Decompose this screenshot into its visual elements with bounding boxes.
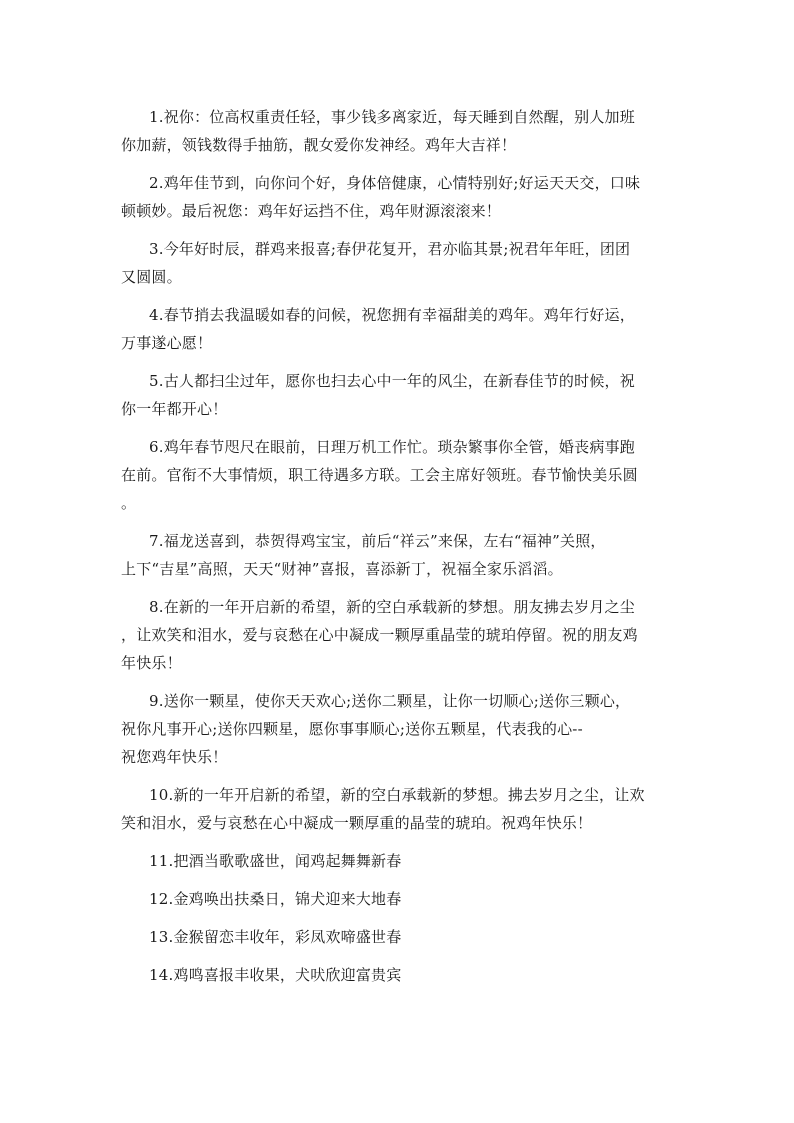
paragraph-9 <box>121 687 661 771</box>
paragraph-line: 8.在新的一年开启新的希望，新的空白承载新的梦想。朋友拂去岁月之尘 <box>149 598 635 616</box>
paragraph-line: 3.今年好时辰，群鸡来报喜;春伊花复开，君亦临其景;祝君年年旺，团团 <box>149 240 631 258</box>
paragraph-12 <box>121 885 661 913</box>
paragraph-line: 14.鸡鸣喜报丰收果，犬吠欣迎富贵宾 <box>149 966 402 984</box>
paragraph-line: 2.鸡年佳节到，向你问个好，身体倍健康，心情特别好;好运天天交，口味 <box>149 174 641 192</box>
document-body <box>121 103 661 999</box>
paragraph-3 <box>121 235 661 291</box>
paragraph-10 <box>121 781 661 837</box>
paragraph-line: 13.金猴留恋丰收年，彩凤欢啼盛世春 <box>149 928 402 946</box>
paragraph-line: 祝您鸡年快乐！ <box>121 748 228 766</box>
paragraph-8 <box>121 593 661 677</box>
paragraph-line: 笑和泪水，爱与哀愁在心中凝成一颗厚重的晶莹的琥珀。祝鸡年快乐！ <box>121 814 593 832</box>
paragraph-line: 顿顿妙。最后祝您：鸡年好运挡不住，鸡年财源滚滚来！ <box>121 202 502 220</box>
paragraph-line: 你一年都开心！ <box>121 400 228 418</box>
paragraph-line: 7.福龙送喜到，恭贺得鸡宝宝，前后“祥云”来保，左右“福神”关照， <box>149 532 606 550</box>
paragraph-line: 9.送你一颗星，使你天天欢心;送你二颗星，让你一切顺心;送你三颗心， <box>149 692 631 710</box>
paragraph-line: 万事遂心愿！ <box>121 334 213 352</box>
paragraph-1 <box>121 103 661 159</box>
paragraph-line: ，让欢笑和泪水，爱与哀愁在心中凝成一颗厚重晶莹的琥珀停留。祝的朋友鸡 <box>121 626 638 644</box>
paragraph-6 <box>121 433 661 517</box>
paragraph-7 <box>121 527 661 583</box>
paragraph-line: 1.祝你：位高权重责任轻，事少钱多离家近，每天睡到自然醒，别人加班 <box>149 108 635 126</box>
paragraph-line: 又圆圆。 <box>121 268 182 286</box>
paragraph-line: 5.古人都扫尘过年，愿你也扫去心中一年的风尘，在新春佳节的时候，祝 <box>149 372 635 390</box>
paragraph-11 <box>121 847 661 875</box>
paragraph-line: 4.春节捎去我温暖如春的问候，祝您拥有幸福甜美的鸡年。鸡年行好运， <box>149 306 635 324</box>
paragraph-line: 6.鸡年春节咫尺在眼前，日理万机工作忙。琐杂繁事你全管，婚丧病事跑 <box>149 438 635 456</box>
paragraph-14 <box>121 961 661 989</box>
paragraph-5 <box>121 367 661 423</box>
paragraph-line: 年快乐！ <box>121 654 182 672</box>
paragraph-4 <box>121 301 661 357</box>
paragraph-line: 你加薪，领钱数得手抽筋，靓女爱你发神经。鸡年大吉祥！ <box>121 136 517 154</box>
paragraph-line: 上下“吉星”高照，天天“财神”喜报，喜添新丁，祝福全家乐滔滔。 <box>121 560 563 578</box>
paragraph-line: 祝你凡事开心;送你四颗星，愿你事事顺心;送你五颗星，代表我的心-- <box>121 720 583 738</box>
paragraph-2 <box>121 169 661 225</box>
paragraph-line: 12.金鸡唤出扶桑日，锦犬迎来大地春 <box>149 890 402 908</box>
paragraph-line: 11.把酒当歌歌盛世，闻鸡起舞舞新春 <box>149 852 402 870</box>
paragraph-line: 10.新的一年开启新的希望，新的空白承载新的梦想。拂去岁月之尘，让欢 <box>149 786 645 804</box>
paragraph-line: 。 <box>121 494 137 512</box>
paragraph-13 <box>121 923 661 951</box>
paragraph-line: 在前。官衔不大事情烦，职工待遇多方联。工会主席好领班。春节愉快美乐圆 <box>121 466 638 484</box>
